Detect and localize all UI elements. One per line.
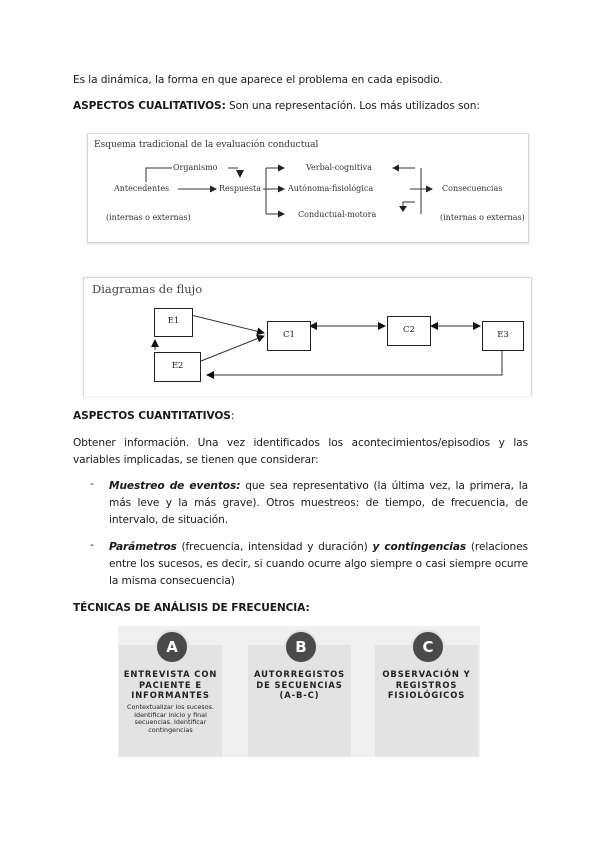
card-observacion-title: OBSERVACIÓN Y REGISTROS FISIOLÓGICOS — [382, 669, 471, 700]
bullet-parametros-text2: (relaciones entre los sucesos, es decir, si cuando ocurre algo siempre o casi siempre ocurre la misma consecuencia) — [109, 541, 529, 587]
bullet-muestreo-text: que sea representativo (la última vez, la primera, la más leve y la más grave). Otros muestreos: de tiempo, de frecuencia, de intervalo, de situación. — [109, 480, 528, 526]
card-entrevista-title: ENTREVISTA CON PACIENTE E INFORMANTES — [123, 669, 218, 700]
esquema-organismo: Organismo — [173, 163, 218, 172]
flujo-node-e1: E1 — [154, 308, 193, 337]
esquema-autonoma: Autónoma-fisiológica — [288, 184, 374, 193]
cuantitativos-paragraph: Obtener información. Una vez identificados los acontecimientos/episodios y las variables implicadas, se tienen que considerar: — [73, 437, 528, 466]
bullet-muestreo-term: Muestreo de eventos: — [109, 480, 241, 492]
esquema-conductual: Conductual-motora — [298, 210, 377, 219]
tecnicas-heading: TÉCNICAS DE ANÁLISIS DE FRECUENCIA: — [73, 602, 310, 614]
cualitativos-text: Son una representación. Los más utilizados son: — [225, 100, 480, 112]
esquema-antecedentes: Antecedentes — [114, 184, 170, 193]
cualitativos-paragraph — [73, 98, 528, 115]
esquema-internas-right: (internas o externas) — [440, 213, 525, 222]
esquema-title: Esquema tradicional de la evaluación conductual — [94, 140, 319, 150]
flujo-node-c1: C1 — [267, 321, 311, 351]
flujo-node-c2: C2 — [387, 316, 431, 346]
flujo-figure — [83, 277, 532, 396]
bullet-parametros-term: Parámetros — [109, 541, 177, 553]
card-entrevista-desc: Contextualizar los sucesos. Identificar inicio y final secuencias. Identificar contingencias — [127, 703, 214, 734]
cualitativos-heading: ASPECTOS CUALITATIVOS: — [73, 100, 226, 112]
card-autorregistros-title: AUTORREGISTOS DE SECUENCIAS (A-B-C) — [253, 669, 346, 700]
esquema-internas-left: (internas o externas) — [106, 213, 191, 222]
cuantitativos-heading-line — [73, 408, 528, 425]
esquema-respuesta: Respuesta — [219, 184, 261, 193]
card-b-badge: B — [284, 630, 318, 664]
cuantitativos-heading: ASPECTOS CUANTITATIVOS — [73, 410, 231, 422]
esquema-figure — [87, 133, 529, 243]
bullet-dash-2: - — [90, 539, 94, 551]
intro-line: Es la dinámica, la forma en que aparece el problema en cada episodio. — [73, 74, 443, 86]
bullet-muestreo — [109, 478, 528, 529]
esquema-verbal: Verbal-cognitiva — [306, 163, 372, 172]
bullet-dash-1: - — [90, 478, 94, 490]
cuantitativos-colon: : — [230, 410, 235, 422]
esquema-consecuencias: Consecuencias — [442, 184, 503, 193]
bullet-parametros — [109, 539, 528, 590]
flujo-title: Diagramas de flujo — [92, 282, 203, 296]
flujo-node-e2: E2 — [154, 352, 201, 382]
bullet-contingencias-term: y contingencias — [372, 541, 467, 553]
bullet-parametros-text1: (frecuencia, intensidad y duración) — [176, 541, 373, 553]
card-a-badge: A — [155, 630, 189, 664]
card-c-badge: C — [411, 630, 445, 664]
flujo-node-e3: E3 — [482, 321, 524, 351]
